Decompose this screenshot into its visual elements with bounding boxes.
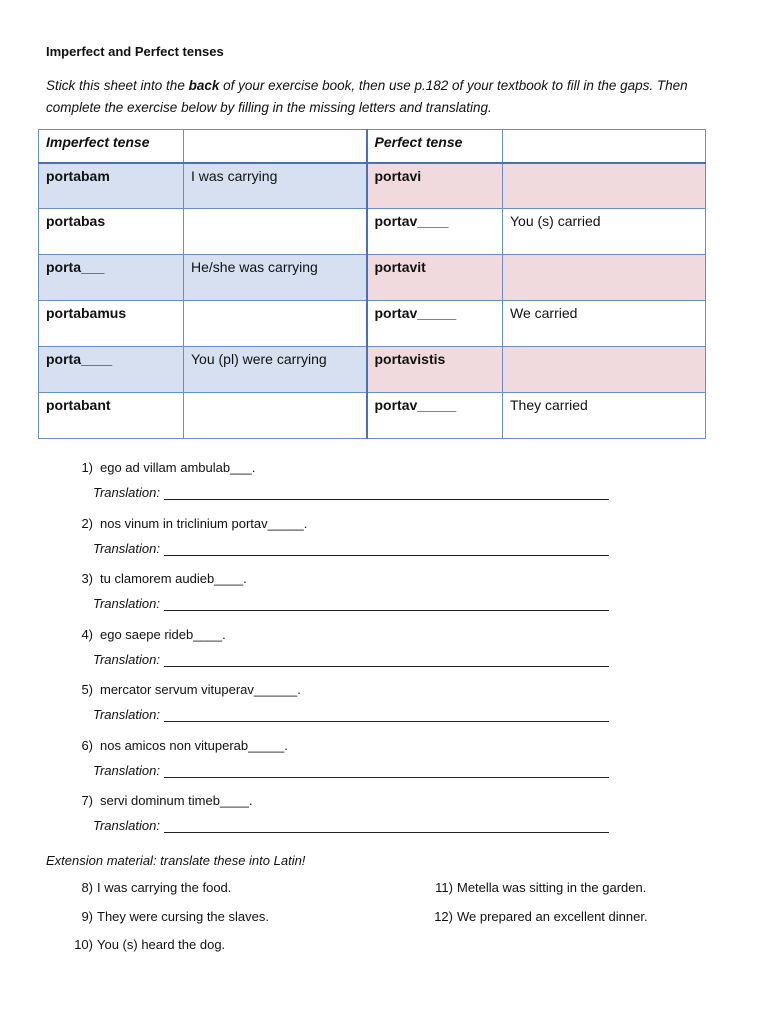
table-cell: portabam [39,163,184,209]
item-number: 8) [81,880,93,895]
item-sentence: You (s) heard the dog. [97,937,226,952]
translation-label: Translation: [93,540,160,556]
item-number: 10) [74,937,93,952]
instructions-part1: Stick this sheet into the [46,78,189,93]
table-row [39,163,706,209]
table-cell [184,301,367,347]
table-cell: I was carrying [184,163,367,209]
item-sentence: We prepared an excellent dinner. [457,908,648,924]
exercise-list [69,460,609,849]
header-imperfect-translation [184,130,367,163]
table-cell: You (pl) were carrying [184,347,367,393]
table-cell: portav_____ [367,301,503,347]
item-number: 3) [81,571,93,586]
translation-label: Translation: [93,707,160,722]
table-cell [184,209,367,255]
item-number: 12) [434,908,453,924]
item-sentence: tu clamorem audieb____. [100,571,247,586]
table-row [39,347,706,393]
table-header-row [39,130,706,163]
instructions-part2: of your exercise book, then use p.182 of your textbook to fill in the gaps. Then complete the exercise below by filling in the missing letters and translating. [46,78,688,115]
table-cell: portavistis [367,347,503,393]
list-item [69,880,269,909]
table-cell [503,163,706,209]
table-cell: portav____ [367,209,503,255]
table-row [39,255,706,301]
translation-blank[interactable] [164,541,609,556]
table-cell: You (s) carried [503,209,706,255]
list-item [69,460,609,516]
table-cell: They carried [503,393,706,439]
extension-title: Extension material: translate these into Latin! [46,853,306,868]
table-cell: portabant [39,393,184,439]
table-cell: portavi [367,163,503,209]
item-number: 4) [81,626,93,642]
item-sentence: nos amicos non vituperab_____. [100,737,288,753]
item-sentence: They were cursing the slaves. [97,908,269,924]
item-sentence: ego ad villam ambulab___. [100,460,256,475]
translation-blank[interactable] [164,763,609,778]
translation-blank[interactable] [164,596,609,611]
translation-label: Translation: [93,596,160,611]
header-perfect-translation [503,130,706,163]
instructions [46,75,736,119]
item-number: 6) [81,737,93,753]
table-cell [184,393,367,439]
translation-label: Translation: [93,762,160,778]
table-row [39,301,706,347]
table-cell: He/she was carrying [184,255,367,301]
page-title: Imperfect and Perfect tenses [46,44,224,59]
table-cell: porta____ [39,347,184,393]
table-cell: portabamus [39,301,184,347]
translation-blank[interactable] [164,707,609,722]
item-sentence: ego saepe rideb____. [100,626,226,642]
item-number: 11) [435,880,453,895]
translation-label: Translation: [93,651,160,667]
list-item [69,571,609,627]
translation-label: Translation: [93,818,160,833]
table-cell: portabas [39,209,184,255]
header-imperfect: Imperfect tense [39,130,184,163]
table-cell: porta___ [39,255,184,301]
list-item [69,516,609,572]
item-sentence: servi dominum timeb____. [100,793,253,808]
item-sentence: I was carrying the food. [97,880,232,895]
item-number: 2) [81,515,93,531]
instructions-bold: back [188,78,220,93]
item-number: 1) [81,460,93,475]
table-cell: We carried [503,301,706,347]
item-sentence: Metella was sitting in the garden. [457,880,647,895]
translation-blank[interactable] [164,652,609,667]
translation-label: Translation: [93,485,160,500]
item-number: 9) [81,908,93,924]
list-item [69,682,609,738]
list-item [429,909,648,938]
translation-blank[interactable] [164,818,609,833]
table-cell [503,347,706,393]
item-number: 7) [81,793,93,808]
item-sentence: nos vinum in triclinium portav_____. [100,515,308,531]
item-sentence: mercator servum vituperav______. [100,682,301,697]
list-item [429,880,648,909]
table-cell: portavit [367,255,503,301]
table-row [39,393,706,439]
list-item [69,937,269,966]
extension-list-left [69,880,269,966]
translation-blank[interactable] [164,485,609,500]
tense-table [38,129,706,439]
list-item [69,793,609,849]
list-item [69,627,609,683]
extension-list-right [429,880,648,937]
list-item [69,909,269,938]
table-row [39,209,706,255]
header-perfect: Perfect tense [367,130,503,163]
item-number: 5) [81,682,93,697]
table-cell: portav_____ [367,393,503,439]
table-cell [503,255,706,301]
list-item [69,738,609,794]
